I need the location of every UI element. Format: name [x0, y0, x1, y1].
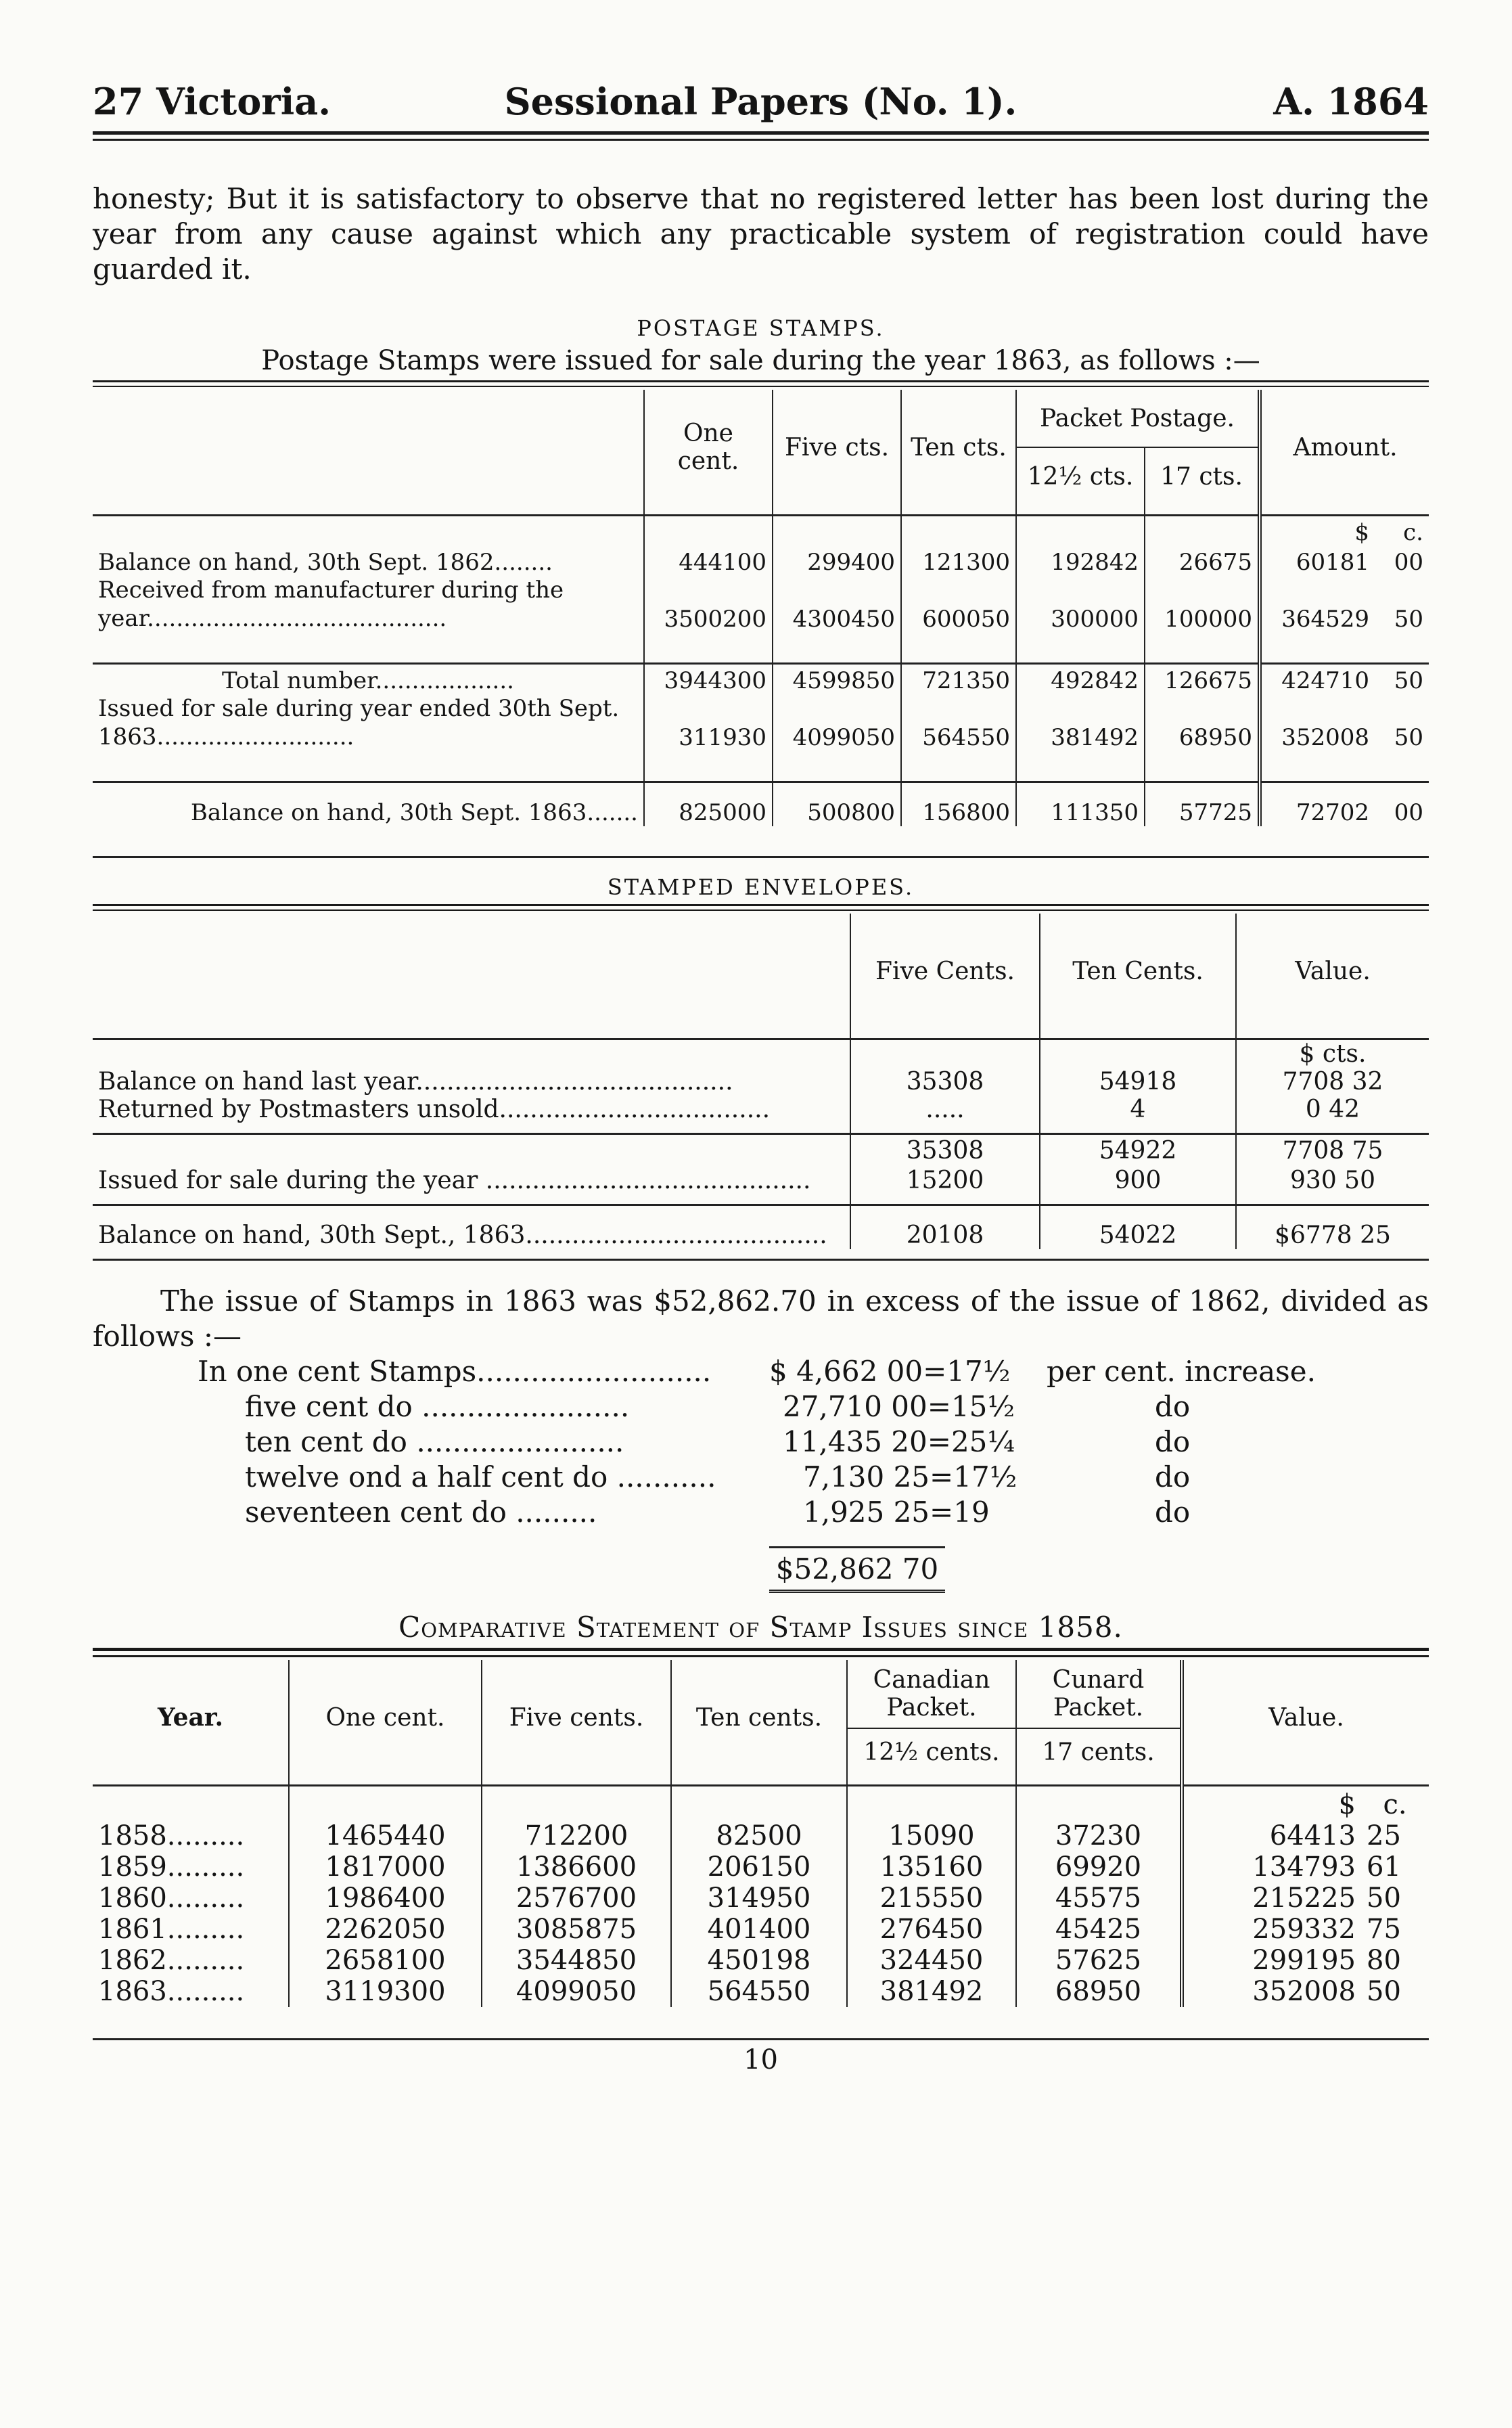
list-item	[93, 1460, 1429, 1495]
cell: 7708 32	[1236, 1068, 1429, 1096]
cell: 20108	[850, 1205, 1040, 1250]
col-amount: Amount.	[1260, 390, 1429, 505]
cell: 600050	[901, 576, 1016, 633]
value-units: $ cts.	[1236, 1039, 1429, 1069]
cell: 35308	[850, 1134, 1040, 1165]
excess-amount: 27,710 00=15½	[783, 1390, 1015, 1423]
col-five-cents: Five cents.	[482, 1660, 671, 1775]
cell: 1386600	[482, 1851, 671, 1883]
cell: 50	[1394, 606, 1423, 633]
row-label: 1858.........	[98, 1820, 245, 1851]
row-label: Total number...................	[222, 667, 514, 694]
cell: 75	[1367, 1914, 1401, 1945]
row-label: Received from manufacturer during the year.........................................	[98, 577, 564, 632]
row-label: Balance on hand, 30th Sept., 1863.......................................	[98, 1221, 827, 1249]
row-label: Returned by Postmasters unsold...................................	[98, 1096, 771, 1123]
cell: 64413	[1182, 1820, 1361, 1851]
col-cunard-packet: Cunard Packet.	[1016, 1660, 1182, 1728]
value-dollar-unit: $	[1182, 1786, 1361, 1821]
cell: 57725	[1145, 782, 1260, 827]
table-row	[93, 1883, 1429, 1914]
row-label: 1859.........	[98, 1851, 245, 1883]
cell: 50	[1394, 724, 1423, 751]
amount-dollar-unit: $	[1260, 516, 1375, 547]
cell: 135160	[847, 1851, 1016, 1883]
excess-amount: 7,130 25=17½	[803, 1460, 1017, 1493]
col-ten-cents: Ten cents.	[671, 1660, 847, 1775]
cell: 156800	[901, 782, 1016, 827]
row-label: Balance on hand, 30th Sept. 1863.......	[190, 799, 638, 826]
envelopes-table-top-rule	[93, 904, 1429, 911]
cell: 0 42	[1236, 1096, 1429, 1123]
table-row	[93, 1068, 1429, 1096]
table-row	[93, 1165, 1429, 1194]
cell: 444100	[644, 546, 773, 576]
cell: 215550	[847, 1883, 1016, 1914]
cell: 300000	[1016, 576, 1145, 633]
cell: 206150	[671, 1851, 847, 1883]
excess-note: do	[1155, 1460, 1191, 1493]
table-row	[93, 1205, 1429, 1250]
cell: 1817000	[289, 1851, 482, 1883]
cell: 4599850	[773, 664, 901, 695]
excess-label: five cent do .......................	[245, 1390, 630, 1423]
table-row	[93, 1134, 1429, 1165]
excess-note: do	[1155, 1390, 1191, 1423]
cell: 54918	[1040, 1068, 1236, 1096]
header-year: A. 1864	[1273, 80, 1429, 123]
cell: 69920	[1016, 1851, 1182, 1883]
cell: 111350	[1016, 782, 1145, 827]
row-label: 1861.........	[98, 1914, 245, 1945]
excess-amount: 11,435 20=25¼	[783, 1425, 1015, 1458]
cell: 930 50	[1236, 1165, 1429, 1194]
col-ten-cents: Ten cts.	[901, 390, 1016, 505]
col-packet-postage: Packet Postage.	[1016, 390, 1260, 447]
col-five-cents: Five cts.	[773, 390, 901, 505]
intro-paragraph: honesty; But it is satisfactory to observe that no registered letter has been lost during the year from any cause against which any practicable system of registration could have guarded it.	[93, 182, 1429, 286]
excess-label: seventeen cent do .........	[245, 1496, 597, 1529]
postage-header-blank	[93, 390, 644, 505]
cell: 450198	[671, 1945, 847, 1976]
page-number: 10	[743, 2044, 778, 2075]
postage-stamps-table	[93, 390, 1429, 858]
cell: 3119300	[289, 1976, 482, 2007]
table-row	[93, 782, 1429, 827]
col-five-cents: Five Cents.	[850, 914, 1040, 1029]
row-label: 1860.........	[98, 1883, 245, 1914]
table-row	[93, 1945, 1429, 1976]
cell: 54022	[1040, 1205, 1236, 1250]
cell: .....	[850, 1096, 1040, 1123]
cell: 381492	[847, 1976, 1016, 2007]
cell: 60181	[1260, 546, 1375, 576]
cell: 80	[1367, 1945, 1401, 1976]
cell: 2576700	[482, 1883, 671, 1914]
cell: 3944300	[644, 664, 773, 695]
col-cunard-17-cents: 17 cents.	[1016, 1728, 1182, 1775]
row-label	[93, 1134, 850, 1165]
cell: 72702	[1260, 782, 1375, 827]
cell: 3500200	[644, 576, 773, 633]
cell: 35308	[850, 1068, 1040, 1096]
excess-note: do	[1155, 1425, 1191, 1458]
header-title: Sessional Papers (No. 1).	[504, 80, 1017, 123]
cell: 215225	[1182, 1883, 1361, 1914]
value-cent-unit: c.	[1383, 1789, 1407, 1820]
cell: 2658100	[289, 1945, 482, 1976]
cell: 00	[1394, 549, 1423, 576]
postage-stamps-title: POSTAGE STAMPS.	[637, 315, 885, 341]
excess-label: twelve ond a half cent do ...........	[245, 1460, 716, 1493]
document-page	[93, 68, 1429, 2075]
cell: 50	[1394, 667, 1423, 694]
envelopes-header-blank	[93, 914, 850, 1029]
col-packet-12-cents: 12½ cts.	[1016, 447, 1145, 505]
postage-stamps-intro: Postage Stamps were issued for sale during the year 1863, as follows :—	[261, 345, 1260, 376]
cell: 564550	[671, 1976, 847, 2007]
cell: 15200	[850, 1165, 1040, 1194]
cell: 45425	[1016, 1914, 1182, 1945]
cell: 3085875	[482, 1914, 671, 1945]
col-canadian-packet: Canadian Packet.	[847, 1660, 1016, 1728]
cell: 37230	[1016, 1820, 1182, 1851]
cell: 45575	[1016, 1883, 1182, 1914]
cell: 492842	[1016, 664, 1145, 695]
page-header	[93, 68, 1429, 129]
cell: 276450	[847, 1914, 1016, 1945]
row-label: Balance on hand last year.........................................	[98, 1068, 733, 1096]
row-label: Balance on hand, 30th Sept. 1862........	[98, 549, 553, 576]
table-row	[93, 1820, 1429, 1851]
cell: 4099050	[482, 1976, 671, 2007]
table-row	[93, 546, 1429, 576]
postage-table-top-rule	[93, 380, 1429, 387]
cell: 381492	[1016, 694, 1145, 751]
cell: 1986400	[289, 1883, 482, 1914]
col-canadian-12-cents: 12½ cents.	[847, 1728, 1016, 1775]
comparative-statement-title: Comparative Statement of Stamp Issues since 1858.	[398, 1611, 1123, 1644]
table-row	[93, 576, 1429, 633]
cell: 352008	[1260, 694, 1375, 751]
cell: 121300	[901, 546, 1016, 576]
comparative-statement-table	[93, 1660, 1429, 2040]
stamped-envelopes-title: STAMPED ENVELOPES.	[607, 874, 915, 900]
excess-amount: $ 4,662 00=17½	[769, 1355, 1011, 1388]
cell: 564550	[901, 694, 1016, 751]
row-label: 1862.........	[98, 1945, 245, 1976]
col-value: Value.	[1236, 914, 1429, 1029]
excess-amount: 1,925 25=19	[803, 1496, 990, 1529]
row-label: Issued for sale during year ended 30th Sept. 1863...........................	[98, 695, 620, 750]
cell: 311930	[644, 694, 773, 751]
cell: 364529	[1260, 576, 1375, 633]
cell: 68950	[1016, 1976, 1182, 2007]
cell: 4300450	[773, 576, 901, 633]
comparative-table-top-rule	[93, 1648, 1429, 1657]
cell: 192842	[1016, 546, 1145, 576]
cell: 500800	[773, 782, 901, 827]
cell: 54922	[1040, 1134, 1236, 1165]
cell: 1465440	[289, 1820, 482, 1851]
excess-total: $52,862 70	[769, 1546, 945, 1593]
row-label: Issued for sale during the year ..........................................	[98, 1167, 811, 1194]
cell: 134793	[1182, 1851, 1361, 1883]
cell: 4	[1040, 1096, 1236, 1123]
stamped-envelopes-table	[93, 914, 1429, 1261]
table-row	[93, 1976, 1429, 2007]
header-session: 27 Victoria.	[93, 80, 331, 123]
excess-intro: The issue of Stamps in 1863 was $52,862.70 in excess of the issue of 1862, divided as follows :—	[93, 1284, 1429, 1353]
cell: 712200	[482, 1820, 671, 1851]
cell: 2262050	[289, 1914, 482, 1945]
cell: 352008	[1182, 1976, 1361, 2007]
cell: 721350	[901, 664, 1016, 695]
table-row	[93, 1851, 1429, 1883]
cell: 00	[1394, 799, 1423, 826]
cell: 401400	[671, 1914, 847, 1945]
excess-label: ten cent do .......................	[245, 1425, 624, 1458]
list-item	[93, 1354, 1429, 1389]
cell: 68950	[1145, 694, 1260, 751]
cell: 126675	[1145, 664, 1260, 695]
cell: 3544850	[482, 1945, 671, 1976]
table-row	[93, 664, 1429, 695]
cell: 57625	[1016, 1945, 1182, 1976]
list-item	[93, 1389, 1429, 1424]
header-rule	[93, 131, 1429, 141]
col-one-cent: One cent.	[644, 390, 773, 505]
cell: 7708 75	[1236, 1134, 1429, 1165]
excess-label: In one cent Stamps..........................	[198, 1355, 712, 1388]
col-value: Value.	[1182, 1660, 1429, 1775]
cell: 314950	[671, 1883, 847, 1914]
table-row	[93, 694, 1429, 751]
row-label: 1863.........	[98, 1976, 245, 2007]
cell: 324450	[847, 1945, 1016, 1976]
table-row	[93, 1096, 1429, 1123]
cell: 900	[1040, 1165, 1236, 1194]
col-ten-cents: Ten Cents.	[1040, 914, 1236, 1029]
col-one-cent: One cent.	[289, 1660, 482, 1775]
col-year: Year.	[158, 1703, 223, 1732]
list-item	[93, 1424, 1429, 1460]
cell: 25	[1367, 1820, 1401, 1851]
cell: 299195	[1182, 1945, 1361, 1976]
excess-note: do	[1155, 1496, 1191, 1529]
cell: 82500	[671, 1820, 847, 1851]
cell: 26675	[1145, 546, 1260, 576]
cell: 100000	[1145, 576, 1260, 633]
excess-statement	[93, 1284, 1429, 1530]
cell: 15090	[847, 1820, 1016, 1851]
cell: 50	[1367, 1883, 1401, 1914]
cell: 299400	[773, 546, 901, 576]
list-item	[93, 1495, 1429, 1530]
cell: 259332	[1182, 1914, 1361, 1945]
cell: 61	[1367, 1851, 1401, 1883]
cell: 4099050	[773, 694, 901, 751]
cell: 424710	[1260, 664, 1375, 695]
excess-note: per cent. increase.	[1047, 1355, 1316, 1388]
cell: 50	[1367, 1976, 1401, 2007]
cell: $6778 25	[1236, 1205, 1429, 1250]
col-packet-17-cents: 17 cts.	[1145, 447, 1260, 505]
amount-cent-unit: c.	[1403, 519, 1423, 546]
cell: 825000	[644, 782, 773, 827]
table-row	[93, 1914, 1429, 1945]
